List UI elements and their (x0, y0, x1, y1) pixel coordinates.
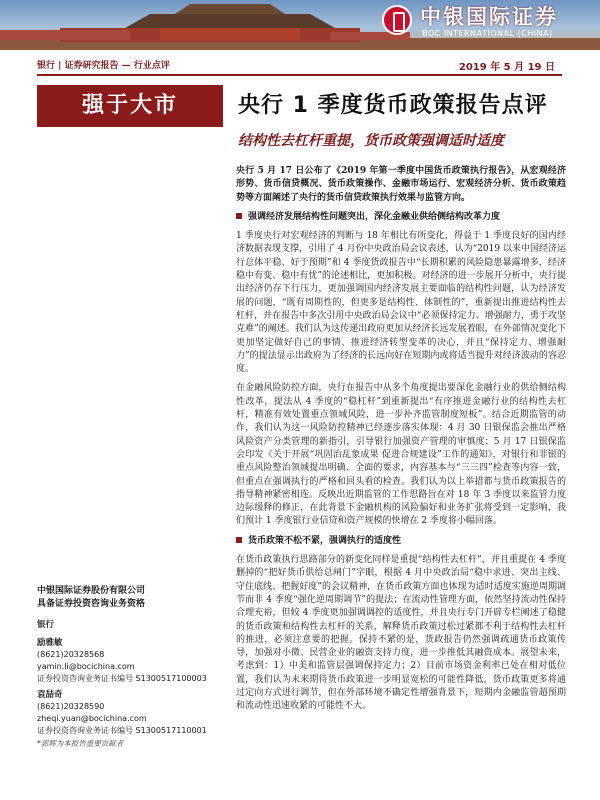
body-paragraph-2: 在金融风险防控方面，央行在报告中从多个角度提出要深化金融行业的供给侧结构性改革，提法从 4 季度的“稳杠杆”到重新提出“有序推进金融行业的结构性去杠杆，精准有效处置重点领域风险，进一步补齐监管制度短板”。结合近期监管的动作，我们认为这一风险防控精神已经逐步落实体现：4 月 30 日银保监会推出严格风险资产分类管理的新指引，引导银行加强资产管理的审慎度；5 月 17 日银保监会印发《关于开展“巩固治乱象成果 促进合规建设”工作的通知》，对银行和非银的重点风险整治领域提出明确、全面的要求，内容基本与“三三四”检查等内容一致，但重点在强调执行的严格和回头看的检查。我们认为以上举措都与货币政策报告的指导精神紧密相连。反映出近期监管的工作思路旨在对 18 年 3 季度以来监管力度边际缓释的修正，在此背景下金融机构的风险偏好和业务扩张将受到一定影响，我们预计 1 季度银行业信贷和资产规模的快增在 2 季度将小幅回落。 (236, 383, 566, 527)
report-date: 2019 年 5 月 19 日 (458, 62, 555, 73)
analyst-cert: 证券投资咨询业务证书编号 S1300517100003 (37, 674, 207, 683)
analyst-card (37, 637, 237, 685)
logo-chinese-name: 中银国际证券 (420, 5, 558, 29)
analyst-email[interactable]: zheqi.yuan@bocichina.com (37, 714, 147, 723)
breadcrumb: 银行 | 证券研究报告 — 行业点评 (37, 61, 170, 71)
section-heading-2-text: 货币政策不松不紧，强调执行的适度性 (248, 535, 402, 546)
body-paragraph-1: 1 季度央行对宏观经济的判断与 18 年相比有所变化，得益于 1 季度良好的国内经济数据表现支撑，引用了 4 月份中央政治局会议表述，认为“2019 以来中国经济运行总体平稳、好于预期”和 4 季度货政报告中“长期积累的风险隐患暴露增多，经济稳中有变、稳中有忧”的论述相比，更加积极。对经济的进一步展开分析中，央行提出经济仍存下行压力，更加强调国内经济发展主要面临的结构性问题，认为经济发展的问题，“既有周期性的，但更多是结构性、体制性的”，重新提出推进结构性去杠杆，并在报告中多次引用中央政治局会议中“必须保持定力、增强耐力，勇于攻坚克难”的阐述。我们认为这传递出政府更加从经济长远发展着眼，在外部情况变化下更加坚定做好自己的事情、推进经济转型变革的决心，并且“保持定力、增强耐力”的提法显示出政府为了经济的长远向好在短期内或将适当提升对经济波动的容忍度。 (236, 231, 566, 375)
contributor-note: *郭辉为本报告重要贡献者 (37, 739, 124, 748)
page-title: 央行 1 季度货币政策报告点评 (238, 93, 548, 118)
header-divider (37, 74, 562, 76)
logo-english-name: BOC INTERNATIONAL (CHINA) (422, 29, 553, 38)
analyst-phone: (8621)20328590 (37, 702, 105, 711)
analyst-cert: 证券投资咨询业务证书编号 S1300517110001 (37, 726, 207, 735)
analyst-name: 励雅敏 (37, 638, 63, 648)
lead-paragraph: 央行 5 月 17 日公布了《2019 年第一季度中国货币政策执行报告》，从宏观经济形势、货币信贷概况、货币政策操作、金融市场运行、宏观经济分析、货币政策趋势等方面阐述了央行的货币信贷政策执行效果与监管方向。 (236, 166, 566, 203)
boc-logo-icon (382, 5, 412, 35)
analyst-email[interactable]: yamin.li@bocichina.com (37, 662, 135, 671)
section-heading-2 (236, 535, 566, 548)
sector-label: 银行 (37, 620, 55, 630)
analyst-name: 袁喆奇 (37, 690, 63, 700)
bullet-square-icon (236, 213, 242, 219)
company-logo (382, 3, 592, 43)
section-heading-1 (236, 211, 566, 224)
main-body (236, 165, 566, 720)
firm-name: 中银国际证券股份有限公司 具备证券投资咨询业务资格 (37, 586, 146, 609)
rating-badge: 强于大市 (37, 85, 223, 127)
bullet-square-icon (236, 537, 242, 543)
page-subtitle: 结构性去杠杆重提，货币政策强调适时适度 (238, 133, 504, 149)
breadcrumb-bar (0, 55, 600, 75)
section-heading-1-text: 强调经济发展结构性问题突出，深化金融业供给侧结构改革力度 (248, 211, 501, 222)
analyst-phone: (8621)20328568 (37, 650, 105, 659)
analyst-card (37, 689, 237, 737)
header-banner (0, 0, 600, 50)
body-paragraph-3: 在货币政策执行思路部分的新变化同样是重提“结构性去杠杆”，并且重提在 4 季度删掉的“把好货币供给总闸门”字眼，根据 4 月中央政治局“稳中求进、突出主线、守住底线、把握好度”的会议精神，在货币政策方面也体现为适时适度实施逆周期调节而非 4 季度“强化逆周期调节”的提法；在流动性管理方面，依然坚持流动性保持合理充裕，但较 4 季度更加强调调控的适度性，并且央行专门开辟专栏阐述了稳健的货币政策和结构性去杠杆的关系，解释货币政策过松过紧都不利于结构性去杠杆的推进，必须注意要的把握。保持不紧的是，货政报告仍然强调疏通货币政策传导，加强对小微、民营企业的融资支持力度，进一步推低其融资成本。展望未来，考虑到：1）中美和监管层强调保持定力；2）目前市场资金利率已处在相对低位置，我们认为未来期待货币政策进一步明显宽松的可能性降低，货币政策更多将通过定向方式进行调节，但在外部环境不确定性增强背景下，短期内金融监管超预期和流动性迅速收紧的可能性不大。 (236, 555, 566, 712)
